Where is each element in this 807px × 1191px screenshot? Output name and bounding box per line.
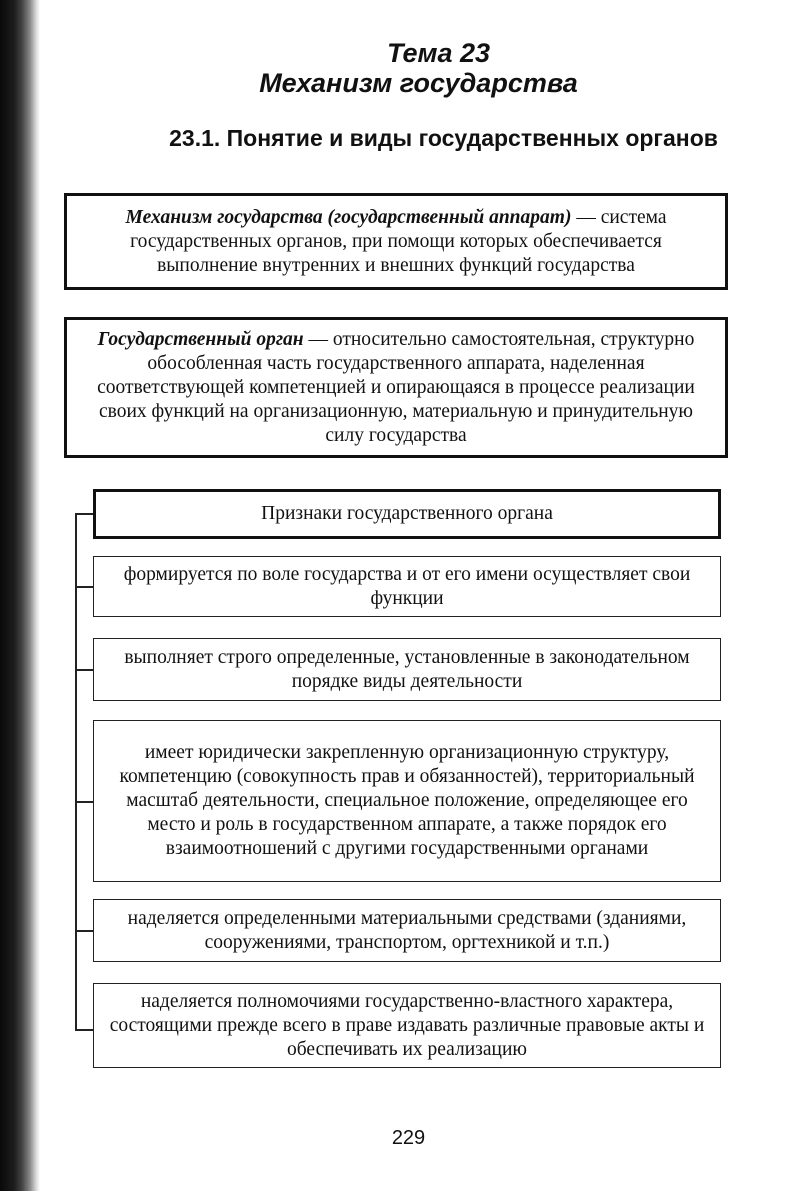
definition-text	[79, 328, 713, 448]
definition-text	[79, 206, 713, 278]
page-number: 229	[391, 1127, 426, 1149]
sign-text: имеет юридически закрепленную организационную структуру, компетенцию (совокупность прав и обязанностей), территориальный масштаб деятельности, специальное положение, определяющее его место и роль в государственном аппарате, а также порядок его взаимоотношений с другими государственными органами	[119, 742, 695, 859]
section-title: 23.1. Понятие и виды государственных органов	[169, 125, 718, 151]
sign-box	[93, 556, 721, 617]
signs-header-box	[93, 489, 721, 539]
sign-text: выполняет строго определенные, установленные в законодательном порядке виды деятельности	[124, 646, 690, 692]
topic-number: Тема 23	[386, 38, 490, 68]
definition-term: Государственный орган	[97, 328, 304, 350]
sign-text: наделяется определенными материальными средствами (зданиями, сооружениями, транспортом, оргтехникой и т.п.)	[127, 907, 687, 953]
definition-term: Механизм государства (государственный аппарат)	[125, 206, 572, 228]
sign-box	[93, 720, 721, 882]
sign-box	[93, 899, 721, 962]
bracket-tick	[75, 801, 93, 803]
sign-text: формируется по воле государства и от его имени осуществляет свои функции	[123, 563, 691, 609]
bracket-tick	[75, 586, 93, 588]
definition-body: — система государственных органов, при помощи которых обеспечивается выполнение внутренних и внешних функций государства	[130, 206, 667, 276]
bracket-tick	[75, 1029, 93, 1031]
definition-box-state-body	[64, 317, 728, 458]
scan-spine-shadow	[0, 0, 40, 1191]
bracket-line	[75, 513, 77, 1030]
bracket-tick	[75, 930, 93, 932]
sign-box	[93, 983, 721, 1068]
sign-text: наделяется полномочиями государственно-властного характера, состоящими прежде всего в праве издавать различные правовые акты и обеспечивать их реализацию	[109, 990, 705, 1060]
sign-box	[93, 638, 721, 701]
definition-body: — относительно самостоятельная, структурно обособленная часть государственного аппарата, наделенная соответствующей компетенцией и опирающаяся в процессе реализации своих функций на организационную, материальную и принудительную силу государства	[97, 328, 695, 446]
signs-header-label: Признаки государственного органа	[261, 503, 553, 524]
definition-box-state-mechanism	[64, 193, 728, 290]
bracket-tick	[75, 513, 93, 515]
topic-title: Механизм государства	[259, 68, 578, 98]
bracket-tick	[75, 669, 93, 671]
